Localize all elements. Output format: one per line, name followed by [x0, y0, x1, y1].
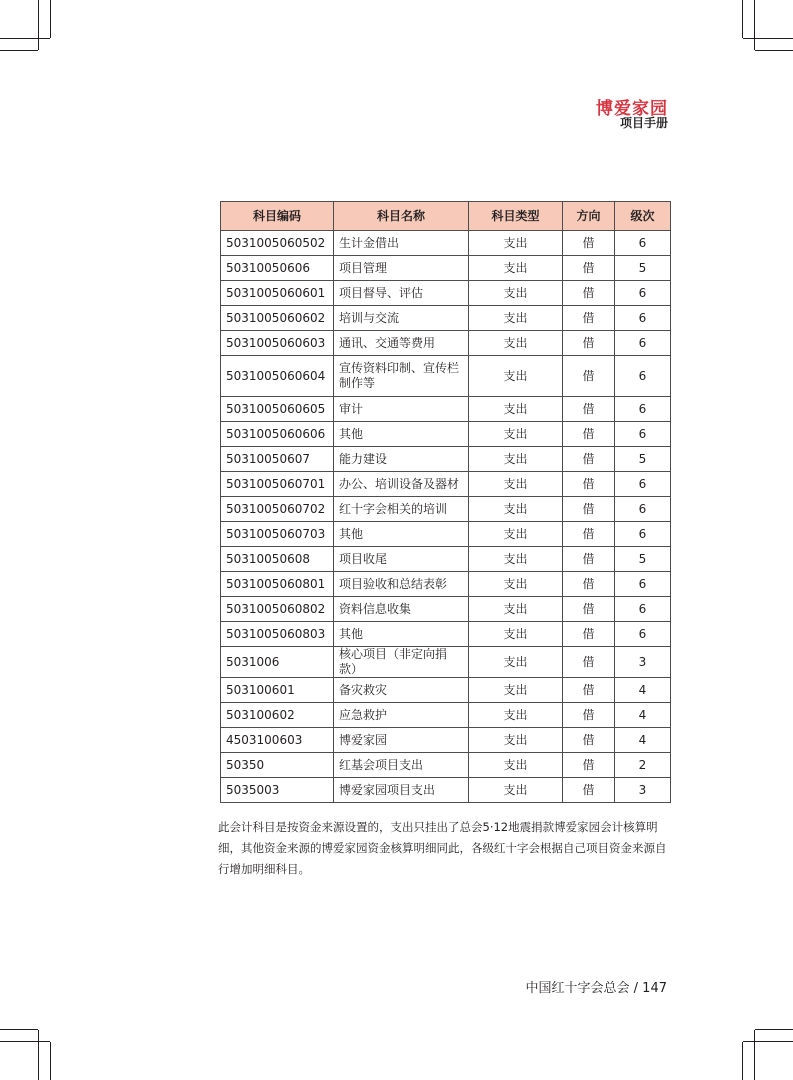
cell-code: 5031006: [221, 647, 334, 678]
cell-direction: 借: [563, 447, 615, 472]
cell-name: 通讯、交通等费用: [334, 331, 469, 356]
cell-code: 50310050608: [221, 547, 334, 572]
crop-mark-top-right-h2: [755, 50, 793, 51]
cell-level: 5: [615, 447, 671, 472]
cell-direction: 借: [563, 597, 615, 622]
crop-mark-bottom-right-v: [754, 1030, 755, 1080]
cell-level: 4: [615, 678, 671, 703]
cell-type: 支出: [469, 572, 563, 597]
cell-type: 支出: [469, 728, 563, 753]
table-row: [221, 522, 671, 547]
cell-type: 支出: [469, 753, 563, 778]
cell-level: 5: [615, 547, 671, 572]
table-row: [221, 331, 671, 356]
cell-type: 支出: [469, 231, 563, 256]
cell-direction: 借: [563, 422, 615, 447]
cell-level: 5: [615, 256, 671, 281]
table-row: [221, 356, 671, 397]
cell-code: 5031005060703: [221, 522, 334, 547]
table-row: [221, 622, 671, 647]
cell-direction: 借: [563, 622, 615, 647]
cell-code: 5031005060701: [221, 472, 334, 497]
cell-level: 6: [615, 331, 671, 356]
running-header-subtitle: 项目手册: [619, 116, 668, 130]
crop-mark-top-right-v: [754, 0, 755, 50]
cell-direction: 借: [563, 703, 615, 728]
crop-mark-bottom-right-v2: [742, 1042, 743, 1080]
table-header-row: [221, 202, 671, 231]
cell-code: 5031005060605: [221, 397, 334, 422]
cell-code: 4503100603: [221, 728, 334, 753]
cell-code: 5031005060601: [221, 281, 334, 306]
cell-direction: 借: [563, 306, 615, 331]
cell-code: 5031005060502: [221, 231, 334, 256]
cell-level: 4: [615, 728, 671, 753]
column-header-level: 级次: [615, 202, 671, 231]
cell-direction: 借: [563, 472, 615, 497]
column-header-code: 科目编码: [221, 202, 334, 231]
table-row: [221, 572, 671, 597]
cell-code: 5031005060801: [221, 572, 334, 597]
cell-type: 支出: [469, 281, 563, 306]
cell-direction: 借: [563, 778, 615, 803]
cell-code: 5031005060702: [221, 497, 334, 522]
crop-mark-top-left-v2: [50, 0, 51, 38]
cell-level: 2: [615, 753, 671, 778]
cell-type: 支出: [469, 256, 563, 281]
crop-mark-bottom-left-h: [0, 1041, 50, 1042]
cell-type: 支出: [469, 497, 563, 522]
column-header-direction: 方向: [563, 202, 615, 231]
cell-level: 3: [615, 647, 671, 678]
cell-code: 50310050607: [221, 447, 334, 472]
cell-name: 红十字会相关的培训: [334, 497, 469, 522]
table-row: [221, 703, 671, 728]
cell-direction: 借: [563, 331, 615, 356]
cell-type: 支出: [469, 447, 563, 472]
cell-type: 支出: [469, 547, 563, 572]
table-row: [221, 447, 671, 472]
cell-name: 生计金借出: [334, 231, 469, 256]
cell-name: 项目收尾: [334, 547, 469, 572]
table-row: [221, 647, 671, 678]
crop-mark-top-left-h: [0, 38, 50, 39]
cell-name: 其他: [334, 622, 469, 647]
running-header-title: 博爱家园: [596, 99, 668, 119]
cell-type: 支出: [469, 678, 563, 703]
cell-code: 5035003: [221, 778, 334, 803]
column-header-name: 科目名称: [334, 202, 469, 231]
crop-mark-bottom-left-v: [38, 1030, 39, 1080]
cell-name: 应急救护: [334, 703, 469, 728]
cell-code: 5031005060802: [221, 597, 334, 622]
cell-direction: 借: [563, 678, 615, 703]
cell-type: 支出: [469, 622, 563, 647]
cell-direction: 借: [563, 522, 615, 547]
cell-type: 支出: [469, 472, 563, 497]
column-header-type: 科目类型: [469, 202, 563, 231]
cell-direction: 借: [563, 281, 615, 306]
cell-type: 支出: [469, 306, 563, 331]
crop-mark-top-left-v: [38, 0, 39, 50]
table-footnote: 此会计科目是按资金来源设置的，支出只挂出了总会5·12地震捐款博爱家园会计核算明细，其他资金来源的博爱家园资金核算明细同此，各级红十字会根据自己项目资金来源自行增加明细科目。: [218, 820, 667, 876]
cell-level: 6: [615, 356, 671, 397]
cell-type: 支出: [469, 703, 563, 728]
table-row: [221, 306, 671, 331]
cell-name: 项目督导、评估: [334, 281, 469, 306]
cell-direction: 借: [563, 753, 615, 778]
cell-direction: 借: [563, 256, 615, 281]
cell-code: 5031005060803: [221, 622, 334, 647]
cell-name: 审计: [334, 397, 469, 422]
cell-direction: 借: [563, 572, 615, 597]
cell-name: 办公、培训设备及器材: [334, 472, 469, 497]
crop-mark-top-right-h: [743, 38, 793, 39]
crop-mark-top-left-h2: [0, 50, 38, 51]
cell-type: 支出: [469, 522, 563, 547]
table-row: [221, 256, 671, 281]
cell-direction: 借: [563, 356, 615, 397]
cell-name: 核心项目（非定向捐款）: [334, 647, 469, 678]
cell-level: 6: [615, 397, 671, 422]
cell-code: 50310050606: [221, 256, 334, 281]
cell-level: 6: [615, 281, 671, 306]
table-row: [221, 728, 671, 753]
cell-direction: 借: [563, 728, 615, 753]
cell-type: 支出: [469, 647, 563, 678]
cell-direction: 借: [563, 547, 615, 572]
table-row: [221, 778, 671, 803]
cell-type: 支出: [469, 597, 563, 622]
table-row: [221, 231, 671, 256]
cell-code: 503100601: [221, 678, 334, 703]
cell-direction: 借: [563, 397, 615, 422]
crop-mark-bottom-right-h: [743, 1041, 793, 1042]
cell-level: 6: [615, 306, 671, 331]
cell-name: 能力建设: [334, 447, 469, 472]
cell-code: 5031005060603: [221, 331, 334, 356]
cell-level: 6: [615, 572, 671, 597]
cell-level: 6: [615, 231, 671, 256]
table-row: [221, 422, 671, 447]
cell-name: 其他: [334, 522, 469, 547]
table-row: [221, 753, 671, 778]
cell-name: 项目管理: [334, 256, 469, 281]
table-row: [221, 397, 671, 422]
cell-type: 支出: [469, 397, 563, 422]
table-row: [221, 281, 671, 306]
cell-name: 资料信息收集: [334, 597, 469, 622]
cell-level: 6: [615, 622, 671, 647]
cell-name: 培训与交流: [334, 306, 469, 331]
cell-code: 503100602: [221, 703, 334, 728]
crop-mark-bottom-left-h2: [0, 1029, 38, 1030]
page-footer: 中国红十字会总会 / 147: [525, 981, 667, 996]
account-code-table: [220, 201, 671, 803]
cell-type: 支出: [469, 356, 563, 397]
cell-code: 5031005060602: [221, 306, 334, 331]
cell-level: 6: [615, 422, 671, 447]
cell-name: 宣传资料印制、宣传栏制作等: [334, 356, 469, 397]
table-row: [221, 547, 671, 572]
table-row: [221, 497, 671, 522]
cell-level: 6: [615, 522, 671, 547]
cell-name: 红基会项目支出: [334, 753, 469, 778]
cell-level: 4: [615, 703, 671, 728]
cell-code: 5031005060604: [221, 356, 334, 397]
cell-code: 5031005060606: [221, 422, 334, 447]
cell-code: 50350: [221, 753, 334, 778]
cell-name: 博爱家园: [334, 728, 469, 753]
cell-type: 支出: [469, 422, 563, 447]
crop-mark-bottom-left-v2: [50, 1042, 51, 1080]
cell-level: 6: [615, 597, 671, 622]
table-row: [221, 597, 671, 622]
cell-level: 3: [615, 778, 671, 803]
table-row: [221, 678, 671, 703]
cell-type: 支出: [469, 778, 563, 803]
cell-direction: 借: [563, 497, 615, 522]
cell-direction: 借: [563, 647, 615, 678]
cell-name: 其他: [334, 422, 469, 447]
cell-name: 项目验收和总结表彰: [334, 572, 469, 597]
cell-type: 支出: [469, 331, 563, 356]
cell-level: 6: [615, 472, 671, 497]
cell-name: 备灾救灾: [334, 678, 469, 703]
table-row: [221, 472, 671, 497]
cell-name: 博爱家园项目支出: [334, 778, 469, 803]
cell-direction: 借: [563, 231, 615, 256]
crop-mark-bottom-right-h2: [755, 1029, 793, 1030]
crop-mark-top-right-v2: [742, 0, 743, 38]
cell-level: 6: [615, 497, 671, 522]
